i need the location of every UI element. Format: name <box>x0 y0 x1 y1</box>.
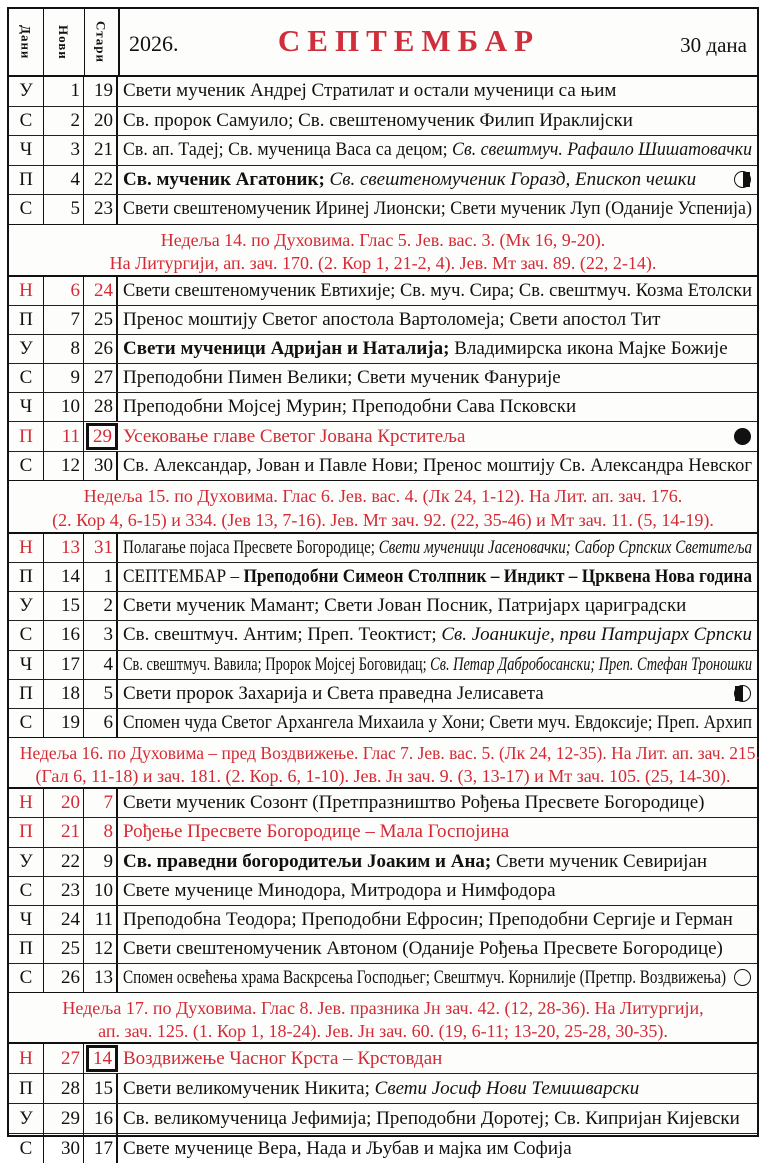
day-row <box>9 1044 757 1074</box>
day-row <box>9 906 757 935</box>
header-days-column <box>9 9 44 75</box>
feast-text-cell <box>118 1044 757 1073</box>
weekday-letter: С <box>9 195 44 224</box>
feast-text: Рођење Пресвете Богородице – Мала Госпојина <box>123 821 510 843</box>
weekday-letter: П <box>9 422 44 450</box>
feast-text-cell <box>118 107 757 136</box>
calendar-header <box>9 9 757 77</box>
day-row <box>9 592 757 621</box>
new-style-date: 11 <box>43 422 84 450</box>
feast-text-cell <box>118 277 757 305</box>
feast-text: Свете мученице Вера, Нада и Љубав и мајка им Софија <box>123 1137 572 1159</box>
weekday-letter: С <box>9 364 44 392</box>
feast-text-cell <box>118 136 757 165</box>
old-style-date: 9 <box>84 848 118 876</box>
old-style-date: 22 <box>84 166 118 195</box>
feast-text: Преподобни Мојсеј Мурин; Преподобни Сава Псковски <box>123 396 577 418</box>
old-style-date: 29 <box>86 423 118 449</box>
feast-text-cell <box>118 364 757 392</box>
feast-text: Св. свештмуч. Вавила; Пророк Мојсеј Боговидац; Св. Петар Дабробосански; Преп. Стефан Тронoшки <box>123 653 752 675</box>
readings-line: ап. зач. 125. (1. Кор 1, 18-24). Јев. Јн зач. 60. (19, 6-11; 13-20, 25-28, 30-35). <box>98 1021 668 1042</box>
new-style-date: 9 <box>43 364 84 392</box>
feast-text: Свети пророк Захарија и Света праведна Јелисавета <box>123 682 544 704</box>
feast-text: Св. Александар, Јован и Павле Нови; Пренос моштију Св. Александра Невског <box>123 454 752 476</box>
old-style-date: 10 <box>84 877 118 905</box>
feast-text: Преподобни Пимен Велики; Свети мученик Фануриje <box>123 367 561 389</box>
day-row <box>9 306 757 335</box>
weekday-letter: П <box>9 166 44 195</box>
old-style-date: 31 <box>84 534 118 562</box>
new-style-date: 19 <box>43 709 84 737</box>
weekday-letter: П <box>9 818 44 846</box>
old-style-date: 2 <box>84 592 118 620</box>
day-row <box>9 709 757 737</box>
feast-text-cell <box>118 452 757 480</box>
readings-line: Недеља 16. по Духовима – пред Воздвижење. Глас 7. Јев. вас. 5. (Лк 24, 12-35). На Лит. ап. зач. 215. <box>19 743 760 764</box>
new-style-date: 3 <box>43 136 84 165</box>
calendar-page <box>7 7 760 1159</box>
new-style-date: 10 <box>43 393 84 421</box>
weekday-letter: П <box>9 935 44 963</box>
day-row <box>9 651 757 680</box>
weekday-letter: П <box>9 680 44 708</box>
new-style-date: 26 <box>43 964 84 992</box>
calendar-body <box>9 77 760 1163</box>
old-style-date: 8 <box>84 818 118 846</box>
weekday-letter: С <box>9 877 44 905</box>
day-row <box>9 818 757 847</box>
feast-text-cell <box>118 789 757 817</box>
readings-line: На Литургији, ап. зач. 170. (2. Кор 1, 21-2, 4). Јев. Мт зач. 89. (22, 2-14). <box>109 253 657 273</box>
weekday-letter: У <box>9 77 44 106</box>
day-row <box>9 107 757 137</box>
new-style-date: 14 <box>43 563 84 591</box>
new-style-date: 29 <box>43 1104 84 1133</box>
new-style-date: 24 <box>43 906 84 934</box>
feast-text: Свете мученице Минодора, Митродора и Нимфодора <box>123 879 556 901</box>
full-moon-icon <box>734 428 751 445</box>
feast-text-cell <box>118 335 757 363</box>
old-style-date: 24 <box>84 277 118 305</box>
old-style-date: 11 <box>84 906 118 934</box>
day-row <box>9 277 757 306</box>
feast-text-cell <box>118 935 757 963</box>
new-style-date: 8 <box>43 335 84 363</box>
day-row <box>9 680 757 709</box>
month-title: СЕПТЕМБАР <box>277 23 541 58</box>
weekday-letter: Н <box>9 277 44 305</box>
day-row <box>9 422 757 451</box>
new-style-date: 21 <box>43 818 84 846</box>
new-style-date: 15 <box>43 592 84 620</box>
sunday-readings-band <box>9 992 757 1044</box>
old-style-date: 20 <box>84 107 118 136</box>
old-style-date: 17 <box>84 1134 118 1163</box>
new-style-date: 16 <box>43 621 84 649</box>
weekday-letter: П <box>9 563 44 591</box>
feast-text-cell <box>118 848 757 876</box>
day-row <box>9 534 757 563</box>
weekday-letter: Н <box>9 534 44 562</box>
feast-text-cell <box>118 651 757 679</box>
new-style-date: 1 <box>43 77 84 106</box>
feast-text: Полагање појаса Пресвете Богородице; Свети мученици Јасеновачки; Сабор Српских Светитеља <box>123 536 752 558</box>
feast-text-cell <box>118 77 757 106</box>
last-quarter-moon-icon <box>734 685 751 702</box>
weekday-letter: У <box>9 1104 44 1133</box>
new-style-date: 13 <box>43 534 84 562</box>
old-style-date: 30 <box>84 452 118 480</box>
readings-line: Недеља 15. по Духовима. Глас 6. Јев. вас. 4. (Лк 24, 1-12). На Лит. ап. зач. 176. <box>83 485 683 506</box>
new-style-date: 23 <box>43 877 84 905</box>
old-style-date: 19 <box>84 77 118 106</box>
feast-text: Свети великомученик Никита; Свети Јосиф Нови Темишварски <box>123 1077 640 1099</box>
day-row <box>9 563 757 592</box>
feast-text: Св. пророк Самуило; Св. свештеномученик Филип Ираклијски <box>123 109 633 131</box>
old-style-date: 26 <box>84 335 118 363</box>
new-style-date: 30 <box>43 1134 84 1163</box>
new-style-date: 17 <box>43 651 84 679</box>
weekday-letter: П <box>9 1074 44 1103</box>
day-row <box>9 877 757 906</box>
new-style-date: 22 <box>43 848 84 876</box>
day-row <box>9 364 757 393</box>
weekday-letter: С <box>9 621 44 649</box>
day-row <box>9 136 757 166</box>
day-row <box>9 935 757 964</box>
feast-text: Пренос моштију Светог апостола Вартоломеја; Свети апостол Тит <box>123 308 661 330</box>
old-style-date: 23 <box>84 195 118 224</box>
day-row <box>9 848 757 877</box>
day-row <box>9 195 757 224</box>
feast-text-cell <box>118 195 757 224</box>
new-style-date: 2 <box>43 107 84 136</box>
year-label: 2026. <box>129 31 179 56</box>
old-style-date: 7 <box>84 789 118 817</box>
header-old-label: Стари <box>93 21 109 63</box>
feast-text: Св. мученик Агатоник; Св. свештеномученик Горазд, Епископ чешки <box>123 168 697 190</box>
feast-text-cell <box>118 1134 757 1163</box>
readings-line: (2. Кор 4, 6-15) и 334. (Јев 13, 7-16). Јев. Мт зач. 92. (22, 35-46) и Мт зач. 11. (5, 14-19). <box>52 509 714 530</box>
old-style-date: 16 <box>84 1104 118 1133</box>
new-style-date: 20 <box>43 789 84 817</box>
new-style-date: 27 <box>43 1044 84 1073</box>
old-style-date: 25 <box>84 306 118 334</box>
feast-text-cell <box>118 709 757 737</box>
feast-text: СЕПТЕМБАР – Преподобни Симеон Столпник – Индикт – Црквена Нова година <box>123 566 752 588</box>
old-style-date: 6 <box>84 709 118 737</box>
feast-text: Свети мученик Мамант; Свети Јован Посник, Патријарх цариградски <box>123 595 687 617</box>
new-style-date: 18 <box>43 680 84 708</box>
feast-text: Спомен чуда Светог Архангела Михаила у Хони; Свети муч. Евдоксије; Преп. Архип <box>123 712 752 734</box>
feast-text-cell <box>118 563 757 591</box>
weekday-letter: У <box>9 592 44 620</box>
old-style-date: 15 <box>84 1074 118 1103</box>
weekday-letter: Н <box>9 1044 44 1073</box>
day-row <box>9 393 757 422</box>
weekday-letter: Н <box>9 789 44 817</box>
readings-line: Недеља 17. по Духовима. Глас 8. Јев. празника Јн зач. 42. (12, 28-36). На Литургији, <box>62 998 704 1019</box>
header-new-label: Нови <box>56 24 71 60</box>
day-row <box>9 621 757 650</box>
weekday-letter: У <box>9 335 44 363</box>
feast-text: Преподобна Теодора; Преподобни Ефросин; Преподобни Сергије и Герман <box>123 908 733 930</box>
sunday-readings-band <box>9 480 757 534</box>
weekday-letter: Ч <box>9 136 44 165</box>
day-row <box>9 1104 757 1134</box>
day-row <box>9 964 757 992</box>
old-style-date: 21 <box>84 136 118 165</box>
feast-text-cell <box>118 166 757 195</box>
header-old-column <box>84 9 120 75</box>
feast-text-cell <box>118 818 757 846</box>
feast-text-cell <box>118 306 757 334</box>
feast-text: Св. великомученица Јефимија; Преподобни Доротеј; Св. Кипријан Кијевски <box>123 1107 740 1129</box>
old-style-date: 3 <box>84 621 118 649</box>
old-style-date: 4 <box>84 651 118 679</box>
weekday-letter: С <box>9 709 44 737</box>
weekday-letter: С <box>9 1134 44 1163</box>
feast-text: Свети мученик Созонт (Претпразништво Рођења Пресвете Богородице) <box>123 792 705 814</box>
feast-text-cell <box>118 393 757 421</box>
feast-text-cell <box>118 422 757 450</box>
weekday-letter: П <box>9 306 44 334</box>
day-row <box>9 789 757 818</box>
feast-text-cell <box>118 621 757 649</box>
feast-text: Спомен освећења храма Васкрсења Господњег; Свештмуч. Корнилије (Претпр. Воздвижења) <box>123 967 726 989</box>
feast-text-cell <box>118 964 757 992</box>
weekday-letter: Ч <box>9 393 44 421</box>
days-count: 30 дана <box>680 33 747 57</box>
first-quarter-moon-icon <box>734 171 751 188</box>
new-style-date: 4 <box>43 166 84 195</box>
day-row <box>9 1074 757 1104</box>
new-style-date: 28 <box>43 1074 84 1103</box>
feast-text-cell <box>118 1104 757 1133</box>
feast-text-cell <box>118 534 757 562</box>
old-style-date: 14 <box>86 1045 118 1072</box>
header-new-column <box>43 9 85 75</box>
old-style-date: 28 <box>84 393 118 421</box>
feast-text-cell <box>118 1074 757 1103</box>
day-row <box>9 166 757 196</box>
readings-line: Недеља 14. по Духовима. Глас 5. Јев. вас. 3. (Мк 16, 9-20). <box>160 229 606 250</box>
weekday-letter: С <box>9 107 44 136</box>
weekday-letter: Ч <box>9 651 44 679</box>
feast-text-cell <box>118 592 757 620</box>
feast-text: Св. праведни богородитељи Јоаким и Ана; Свети мученик Севиријан <box>123 850 708 872</box>
header-days-label: Дани <box>18 24 34 60</box>
old-style-date: 27 <box>84 364 118 392</box>
old-style-date: 1 <box>84 563 118 591</box>
feast-text: Свети мученик Андреј Стратилат и остали мученици са њим <box>123 80 617 102</box>
old-style-date: 13 <box>84 964 118 992</box>
feast-text: Усековање главе Светог Јована Крститеља <box>123 425 466 447</box>
feast-text: Св. ап. Тадеј; Св. мученица Васа са децом; Св. свештмуч. Рафаило Шишатовачки <box>123 139 752 161</box>
new-style-date: 12 <box>43 452 84 480</box>
weekday-letter: У <box>9 848 44 876</box>
weekday-letter: С <box>9 964 44 992</box>
feast-text-cell <box>118 906 757 934</box>
old-style-date: 12 <box>84 935 118 963</box>
day-row <box>9 77 757 107</box>
sunday-readings-band <box>9 737 760 789</box>
feast-text: Воздвижење Часног Крста – Крстовдан <box>123 1047 443 1069</box>
readings-line: (Гал 6, 11-18) и зач. 181. (2. Кор. 6, 1-10). Јев. Јн зач. 9. (3, 13-17) и Мт зач. 105. (25, 14-30). <box>35 766 731 787</box>
feast-text: Свети мученици Адријан и Наталија; Владимирска икона Мајке Божије <box>123 337 728 359</box>
new-style-date: 7 <box>43 306 84 334</box>
day-row <box>9 1134 757 1163</box>
day-row <box>9 452 757 480</box>
new-style-date: 25 <box>43 935 84 963</box>
sunday-readings-band <box>9 224 757 277</box>
new-style-date: 6 <box>43 277 84 305</box>
weekday-letter: Ч <box>9 906 44 934</box>
day-row <box>9 335 757 364</box>
feast-text-cell <box>118 877 757 905</box>
old-style-date: 5 <box>84 680 118 708</box>
feast-text: Свети свештеномученик Евтихије; Св. муч. Сира; Св. свештмуч. Козма Етолски <box>123 279 752 301</box>
weekday-letter: С <box>9 452 44 480</box>
feast-text: Св. свештмуч. Антим; Преп. Теоктист; Св. Јоаникије, први Патријарх Српски <box>123 624 752 646</box>
feast-text: Свети свештеномученик Иринеј Лионски; Свети мученик Луп (Оданије Успенија) <box>123 198 752 220</box>
feast-text-cell <box>118 680 757 708</box>
feast-text: Свети свештеномученик Автоном (Оданије Рођења Пресвете Богородице) <box>123 938 723 960</box>
new-style-date: 5 <box>43 195 84 224</box>
